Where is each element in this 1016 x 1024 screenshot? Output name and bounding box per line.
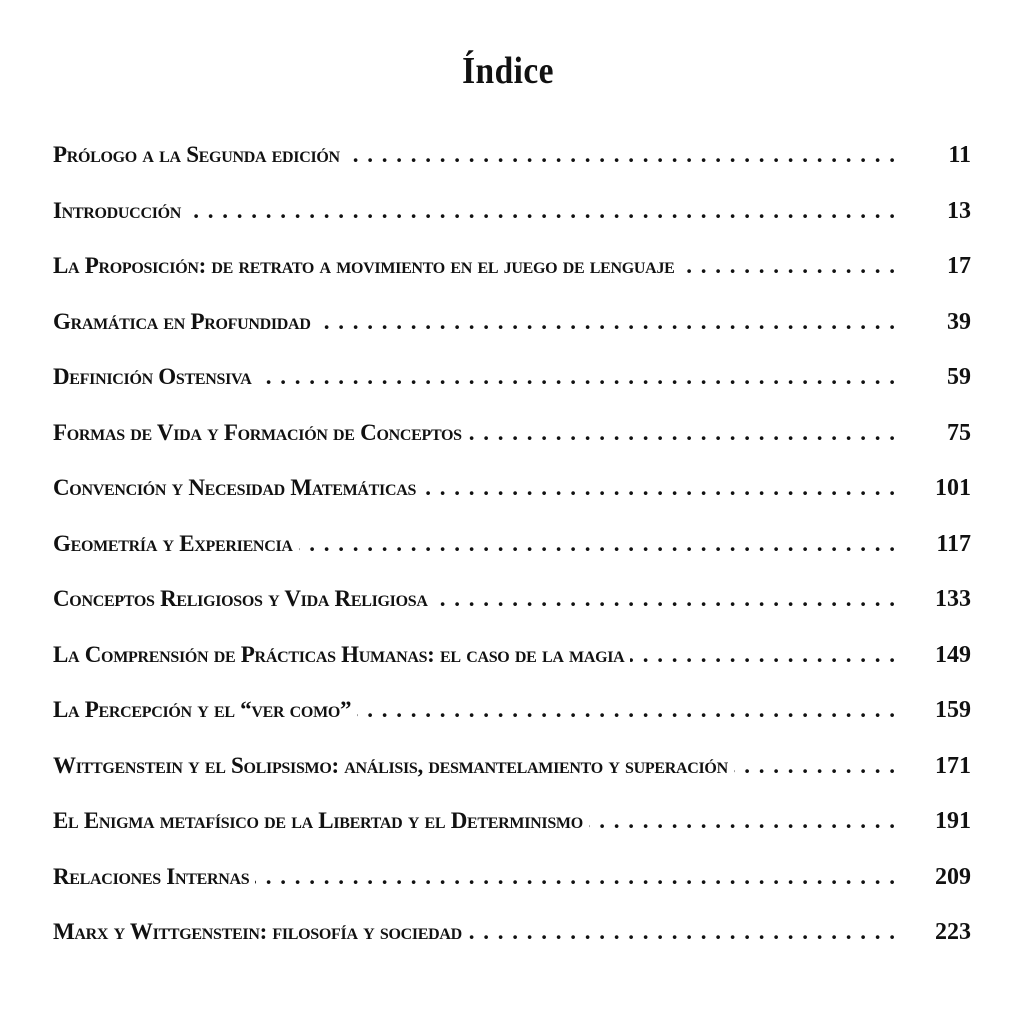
toc-entry-title: La Percepción y el “ver como” (53, 697, 352, 722)
toc-entry-title: Gramática en Profundidad (53, 308, 311, 334)
toc-entry-title: Prólogo a la Segunda edición (53, 142, 340, 167)
toc-page-number: 101 (935, 475, 971, 501)
toc-entry (53, 247, 971, 303)
dot-leader (187, 192, 895, 230)
dot-leader (255, 858, 895, 896)
dot-leader (468, 913, 895, 951)
toc-entry (53, 913, 971, 969)
dot-leader (630, 636, 895, 674)
toc-page-number: 11 (948, 142, 971, 168)
toc-entry-title: Convención y Necesidad Matemáticas (53, 475, 417, 500)
dot-leader (346, 136, 895, 174)
toc-entry (53, 802, 971, 858)
toc-entry-title: Wittgenstein y el Solipsismo: análisis, desmantelamiento y superación (53, 752, 728, 778)
toc-entry-title: Geometría y Experiencia (53, 530, 293, 556)
toc-page-number: 149 (935, 641, 971, 668)
toc-entry-title: Marx y Wittgenstein: filosofía y sociedad (53, 919, 462, 944)
toc-entry-title: Introducción (53, 197, 182, 223)
toc-entry (53, 192, 971, 248)
toc-page-number: 117 (936, 530, 971, 557)
toc-entry (53, 469, 971, 525)
dot-leader (681, 247, 895, 285)
toc-entry (53, 414, 971, 470)
toc-page-number: 75 (947, 419, 971, 446)
toc-page-number: 159 (935, 697, 971, 723)
toc-page-number: 171 (935, 752, 971, 779)
toc-entry-title: Formas de Vida y Formación de Conceptos (53, 419, 462, 445)
dot-leader (257, 358, 895, 396)
dot-leader (299, 525, 895, 563)
toc-page-number: 209 (935, 863, 971, 890)
toc-entry-title: El Enigma metafísico de la Libertad y el Determinismo (53, 808, 583, 833)
toc-page-number: 133 (935, 586, 971, 612)
toc-entry-title: Definición Ostensiva (53, 364, 252, 389)
dot-leader (734, 747, 895, 785)
toc-page-number: 39 (947, 308, 971, 335)
toc-entry (53, 691, 971, 747)
toc-entry (53, 358, 971, 414)
toc-page-number: 59 (947, 364, 971, 390)
page-title: Índice (462, 50, 554, 93)
dot-leader (317, 303, 895, 341)
dot-leader (422, 469, 895, 507)
toc-page-number: 223 (935, 919, 971, 945)
dot-leader (589, 802, 895, 840)
toc-entry-title: La Proposición: de retrato a movimiento en el juego de lenguaje (53, 253, 675, 278)
toc-entry-title: Conceptos Religiosos y Vida Religiosa (53, 586, 428, 611)
toc-entry (53, 858, 971, 914)
toc-entry (53, 636, 971, 692)
toc-entry-title: La Comprensión de Prácticas Humanas: el caso de la magia (53, 641, 625, 667)
toc-page-number: 191 (935, 808, 971, 834)
toc-entry (53, 525, 971, 581)
dot-leader (434, 580, 895, 618)
dot-leader (468, 414, 895, 452)
toc-entry-title: Relaciones Internas (53, 863, 250, 889)
toc-entry (53, 580, 971, 636)
toc-page-number: 13 (947, 197, 971, 224)
table-of-contents (53, 136, 971, 969)
toc-entry (53, 136, 971, 192)
toc-entry (53, 303, 971, 359)
dot-leader (357, 691, 895, 729)
toc-page-number: 17 (947, 253, 971, 279)
toc-entry (53, 747, 971, 803)
